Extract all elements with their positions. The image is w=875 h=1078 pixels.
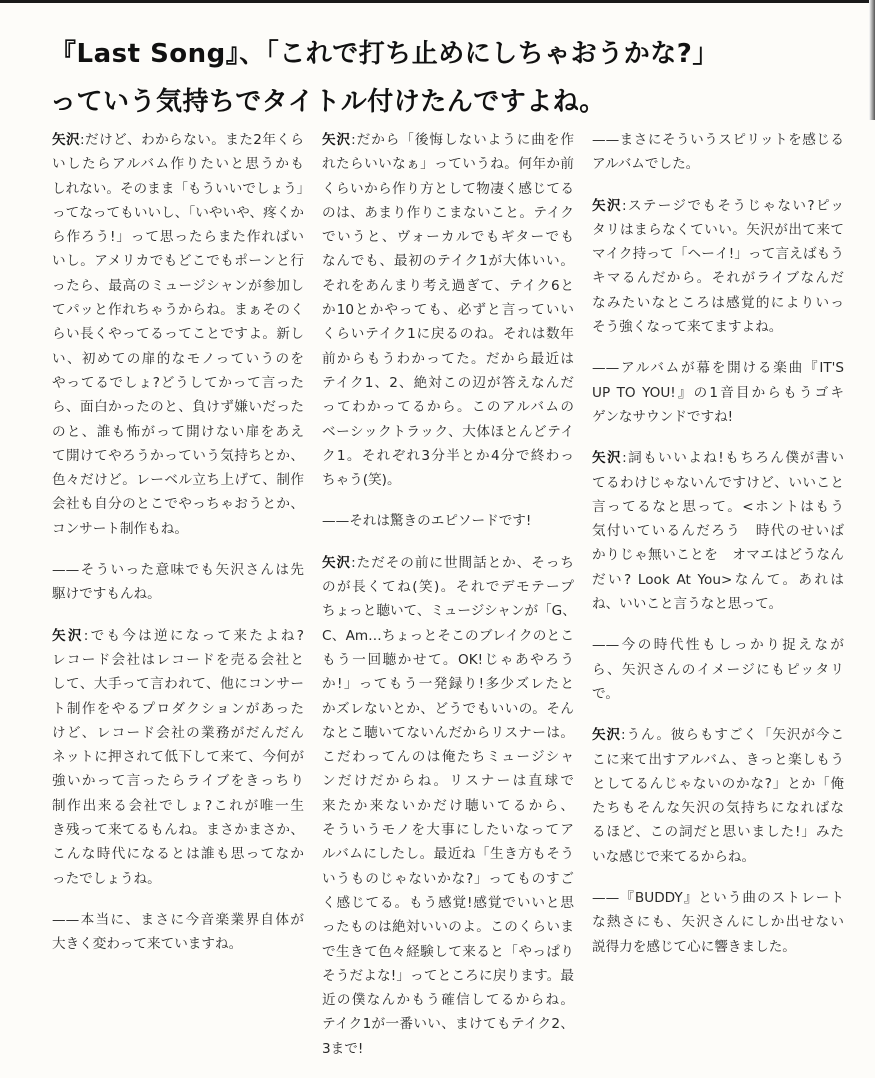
text-line: [322, 1012, 574, 1036]
text-line: [592, 568, 844, 592]
line-text: 前からもうわかってた。だから最近は: [322, 350, 574, 367]
text-line: [322, 468, 574, 492]
text-line: [322, 842, 574, 866]
line-text: ——アルバムが幕を開ける楽曲『IT'S: [592, 360, 844, 377]
line-text: こんな時代になるとは誰も思ってなか: [52, 846, 304, 863]
line-text: かりじゃ無いことを オマエはどうなん: [592, 547, 844, 564]
text-line: [322, 420, 574, 444]
text-line: [322, 225, 574, 249]
line-text: ら、矢沢さんのイメージにもピッタリ: [592, 661, 844, 678]
line-text: としてるんじゃないのかな?」とか「俺: [592, 775, 844, 792]
text-line: [52, 794, 304, 818]
question-paragraph: [322, 509, 574, 533]
text-line: [322, 697, 574, 721]
line-text: のは、あまり作りこまないこと。テイク: [322, 204, 574, 221]
speaker-label: 矢沢: [322, 554, 352, 571]
answer-paragraph: [322, 551, 574, 1061]
text-line: [592, 315, 844, 339]
line-text: キマるんだから。それがライブなんだ: [592, 270, 844, 287]
line-text: ——本当に、まさに今音楽業界自体が: [52, 911, 304, 928]
text-line: [52, 818, 304, 842]
answer-paragraph: [322, 128, 574, 492]
text-line: [322, 128, 574, 152]
line-text: テイク1、2、絶対この辺が答えなんだ: [322, 374, 574, 391]
line-text: ルバムにしたし。最近ね「生き方もそう: [322, 846, 574, 863]
text-line: [592, 633, 844, 657]
text-line: [52, 152, 304, 176]
text-line: [52, 624, 304, 648]
line-text: 言ってるなと思って。<ホントはもう: [592, 498, 844, 515]
text-line: [592, 772, 844, 796]
text-line: [592, 820, 844, 844]
text-line: [322, 648, 574, 672]
text-line: [322, 672, 574, 696]
line-text: で生きて色々経験して来ると「やっぱり: [322, 943, 574, 960]
line-text: UP TO YOU!』の1音目からもうゴキ: [592, 384, 844, 401]
speaker-label: 矢沢: [592, 197, 622, 214]
text-line: [322, 915, 574, 939]
headline-line-1: 『Last Song』、「これで打ち止めにしちゃおうかな?」: [50, 39, 719, 69]
text-line: [592, 495, 844, 519]
text-line: [52, 468, 304, 492]
line-text: :ただその前に世間話とか、そっち: [351, 554, 574, 571]
line-text: なとこ聴いてないんだからリスナーは。: [322, 724, 574, 741]
line-text: 強いかって言ったらライブをきっちり: [52, 773, 304, 790]
text-line: [322, 891, 574, 915]
text-line: [322, 1037, 574, 1061]
question-paragraph: [592, 356, 844, 429]
text-line: [52, 298, 304, 322]
line-text: 制作出来る会社でしょ?これが唯一生: [52, 797, 304, 814]
line-text: ってわかってるから。このアルバムの: [322, 399, 574, 416]
speaker-label: 矢沢: [322, 132, 352, 148]
line-text: ちょっと聴いて、ミュージシャンが「G、: [322, 603, 576, 620]
text-line: [322, 249, 574, 273]
text-line: [322, 177, 574, 201]
line-text: くらいから作り方として物凄く感じてる: [322, 180, 574, 197]
line-text: レコード会社はレコードを売る会社と: [52, 651, 304, 668]
text-line: [322, 940, 574, 964]
line-text: れたらいいなぁ」っていうね。何年か前: [322, 156, 574, 173]
line-text: ちゃう(笑)。: [322, 472, 401, 489]
text-line: [592, 356, 844, 380]
line-text: ンだけだからね。リスナーは直球で: [322, 773, 574, 790]
answer-paragraph: [52, 128, 311, 541]
text-line: [52, 274, 304, 298]
question-paragraph: [592, 886, 844, 959]
line-text: :だから「後悔しないように曲を作: [351, 132, 574, 148]
text-line: [322, 395, 574, 419]
line-text: ら、面白かったのと、負けず嫌いだった: [52, 399, 304, 416]
line-text: 説得力を感じて心に響きました。: [592, 938, 796, 955]
text-line: [322, 298, 574, 322]
speaker-label: 矢沢: [592, 450, 623, 467]
text-line: [322, 575, 574, 599]
text-line: [592, 723, 844, 747]
text-line: [322, 867, 574, 891]
page-binding-edge: [869, 0, 875, 120]
text-line: [52, 492, 304, 516]
line-text: C、Am…ちょっとそこのブレイクのとこ: [322, 627, 574, 644]
line-text: てるわけじゃないんですけど、いいこと: [592, 474, 844, 491]
line-text: そう強くなって来てますよね。: [592, 319, 783, 336]
text-line: [52, 249, 304, 273]
text-line: [52, 842, 304, 866]
line-text: そういうモノを大事にしたいなってア: [322, 822, 574, 839]
text-line: [322, 509, 574, 533]
line-text: アルバムでした。: [592, 156, 700, 173]
text-line: [52, 582, 304, 606]
line-text: テイク1が一番いい、まけてもテイク2、: [322, 1016, 574, 1033]
line-text: ったら、最高のミュージシャンが参加し: [52, 277, 304, 294]
text-line: [52, 177, 311, 201]
line-text: タリはまらなくていい。矢沢が出て来て: [592, 221, 844, 238]
text-line: [322, 371, 574, 395]
text-line: [322, 769, 574, 793]
text-line: [322, 794, 574, 818]
line-text: しれない。そのまま「もういいでしょう」: [52, 180, 311, 197]
text-line: [52, 745, 304, 769]
column-1: [52, 128, 311, 974]
answer-paragraph: [52, 624, 304, 891]
text-line: [592, 266, 844, 290]
line-text: ——そういった意味でも矢沢さんは先: [52, 562, 304, 579]
text-line: [592, 796, 844, 820]
line-text: な熱さにも、矢沢さんにしか出せない: [592, 914, 844, 931]
line-text: のが長くてね(笑)。それでデモテープ: [322, 579, 574, 596]
line-text: こに来て出すアルバム、きっと楽しもう: [592, 751, 844, 768]
line-text: もう一回聴かせて。OK!じゃあやろう: [322, 651, 574, 668]
text-line: [592, 592, 844, 616]
line-text: ね、いいこと言うなと思って。: [592, 596, 783, 613]
line-text: で。: [592, 685, 619, 702]
text-line: [52, 201, 304, 225]
answer-paragraph: [592, 194, 844, 340]
text-line: [592, 405, 844, 429]
text-line: [52, 721, 304, 745]
text-line: [592, 152, 844, 176]
answer-paragraph: [592, 723, 844, 869]
text-line: [52, 128, 304, 152]
line-text: やってるでしょ?どうしてかって言った: [52, 374, 304, 391]
text-line: [52, 420, 304, 444]
question-paragraph: [592, 128, 844, 177]
text-line: [52, 697, 304, 721]
line-text: らい長くやってるってことですよ。新し: [52, 326, 304, 343]
answer-paragraph: [592, 446, 844, 616]
text-line: [52, 395, 304, 419]
line-text: ——『BUDDY』という曲のストレート: [592, 890, 844, 907]
line-text: か10とかやっても、必ずと言っていい: [322, 302, 574, 319]
text-line: [52, 371, 304, 395]
text-line: [322, 201, 574, 225]
question-paragraph: [592, 633, 844, 706]
column-2: [322, 128, 574, 1078]
text-line: [52, 225, 304, 249]
text-line: [592, 543, 844, 567]
text-line: [592, 845, 844, 869]
line-text: ったものは絶対いいのよ。このくらいま: [322, 919, 574, 936]
line-text: :うん。彼らもすごく「矢沢が今こ: [621, 727, 844, 744]
line-text: そうだよな!」ってところに戻ります。最: [322, 967, 574, 984]
text-line: [592, 446, 844, 470]
line-text: :だけど、わからない。また2年くら: [80, 132, 305, 148]
line-text: ら作ろう!」って思ったらまた作ればい: [52, 229, 304, 246]
line-text: なんでも、最初のテイク1が大体いい。: [322, 253, 574, 270]
text-line: [322, 721, 574, 745]
line-text: くらいテイク1に戻るのね。それは数年: [322, 326, 574, 343]
text-line: [322, 322, 574, 346]
text-line: [52, 347, 304, 371]
line-text: 会社も自分のとこでやっちゃおうとか、: [52, 496, 304, 513]
line-text: ったでしょうね。: [52, 870, 161, 887]
line-text: 気付いているんだろう 時代のせいば: [592, 523, 844, 540]
headline-line-2: っていう気持ちでタイトル付けたんですよね。: [50, 87, 606, 117]
line-text: か!」ってもう一発録り!多少ズレたと: [322, 676, 574, 693]
text-line: [52, 444, 304, 468]
text-line: [592, 291, 844, 315]
text-line: [592, 471, 844, 495]
text-line: [322, 274, 574, 298]
line-text: てパッと作れちゃうからね。まぁそのく: [52, 302, 304, 319]
line-text: ゲンなサウンドですね!: [592, 408, 734, 425]
page-top-edge: [0, 0, 875, 3]
text-line: [592, 218, 844, 242]
text-line: [592, 935, 844, 959]
line-text: 大きく変わって来ていますね。: [52, 936, 243, 953]
text-line: [52, 932, 304, 956]
line-text: 駆けですもんね。: [52, 586, 161, 603]
line-text: ネットに押されて低下して来て、今何が: [52, 749, 304, 766]
line-text: 3まで!: [322, 1040, 364, 1057]
line-text: ——まさにそういうスピリットを感じる: [592, 132, 844, 148]
line-text: のと、誰も怖がって開けない扉をあえ: [52, 423, 304, 440]
text-line: [322, 551, 574, 575]
speaker-label: 矢沢: [52, 627, 84, 644]
line-text: こだわってんのは俺たちミュージシャ: [322, 749, 574, 766]
text-line: [592, 242, 844, 266]
text-line: [592, 682, 844, 706]
text-line: [52, 867, 304, 891]
line-text: マイク持って「ヘーイ!」って言えばもう: [592, 246, 844, 263]
text-line: [322, 444, 574, 468]
line-text: けど、レコード会社の業務がだんだん: [52, 724, 304, 741]
line-text: ——それは驚きのエピソードです!: [322, 513, 532, 530]
text-line: [322, 347, 574, 371]
speaker-label: 矢沢: [592, 727, 622, 744]
text-line: [52, 908, 304, 932]
line-text: 近の僕なんかもう確信してるからね。: [322, 992, 574, 1009]
text-line: [322, 818, 574, 842]
text-line: [52, 648, 304, 672]
text-line: [52, 322, 304, 346]
line-text: 色々だけど。レーベル立ち上げて、制作: [52, 472, 304, 489]
line-text: いしたらアルバム作りたいと思うかも: [52, 156, 304, 173]
line-text: ってなってもいいし、「いやいや、疼くか: [52, 204, 304, 221]
text-line: [322, 745, 574, 769]
line-text: でいうと、ヴォーカルでもギターでも: [322, 229, 574, 246]
text-line: [592, 519, 844, 543]
text-line: [592, 381, 844, 405]
line-text: く感じてる。もう感覚!感覚でいいと思: [322, 894, 574, 911]
line-text: いな感じで来てるからね。: [592, 848, 756, 865]
text-line: [592, 194, 844, 218]
column-3: [592, 128, 844, 976]
line-text: :詞もいいよね!もちろん僕が書い: [622, 450, 845, 467]
line-text: ——今の時代性もしっかり捉えなが: [592, 637, 844, 654]
line-text: それをあんまり考え過ぎて、テイク6と: [322, 277, 574, 294]
line-text: き残って来てるもんね。まさかまさか、: [52, 822, 304, 839]
text-line: [52, 558, 304, 582]
text-line: [322, 599, 574, 623]
line-text: コンサート制作もね。: [52, 520, 188, 537]
line-text: いし。アメリカでもどこでもポーンと行: [52, 253, 304, 270]
text-line: [322, 964, 574, 988]
speaker-label: 矢沢: [52, 132, 81, 148]
line-text: だい? Look At You>なんて。あれは: [592, 571, 844, 588]
text-line: [322, 152, 574, 176]
line-text: たちもそんな矢沢の気持ちになればな: [592, 800, 844, 817]
text-line: [322, 624, 574, 648]
text-line: [52, 769, 304, 793]
line-text: て開けてやろうかっていう気持ちとか、: [52, 447, 304, 464]
text-line: [592, 128, 844, 152]
line-text: なみたいなところは感覚的によりいっ: [592, 294, 844, 311]
question-paragraph: [52, 908, 304, 957]
line-text: ク1。それぞれ3分半とか4分で終わっ: [322, 447, 574, 464]
line-text: 来たか来ないかだけ聴いてるから、: [322, 797, 574, 814]
line-text: いうものじゃないかな?」ってものすご: [322, 870, 574, 887]
line-text: かズレないとか、どうでもいいの。そん: [322, 700, 574, 717]
text-line: [322, 988, 574, 1012]
text-line: [52, 517, 304, 541]
line-text: :でも今は逆になって来たよね?: [83, 627, 305, 644]
question-paragraph: [52, 558, 304, 607]
text-line: [592, 658, 844, 682]
text-line: [592, 910, 844, 934]
line-text: ト制作をやるプロダクションがあった: [52, 700, 304, 717]
line-text: :ステージでもそうじゃない?ピッ: [622, 197, 845, 214]
text-line: [592, 886, 844, 910]
line-text: るほど、この詞だと思いました!」みた: [592, 824, 844, 841]
line-text: ベーシックトラック、大体ほとんどテイ: [322, 423, 574, 440]
text-line: [52, 672, 304, 696]
line-text: して、大手って言われて、他にコンサー: [52, 676, 304, 693]
text-line: [592, 748, 844, 772]
headline: [50, 30, 719, 126]
line-text: い、初めての扉的なモノっていうのを: [52, 350, 304, 367]
